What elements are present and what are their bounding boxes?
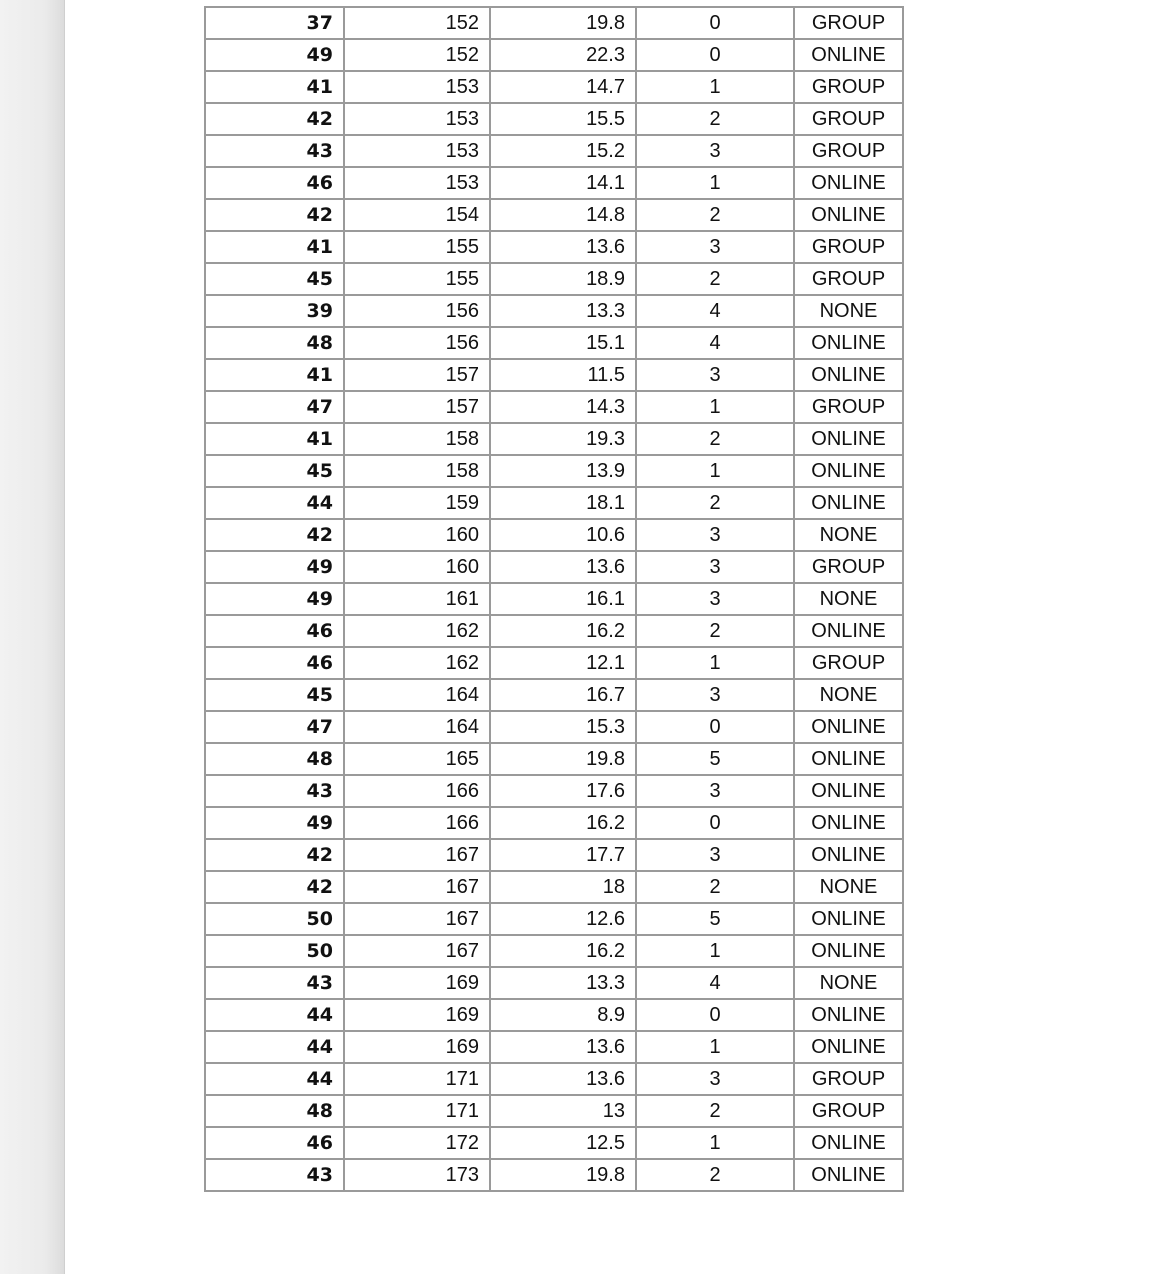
table-cell: 50	[206, 904, 345, 936]
table-cell: 14.1	[491, 168, 637, 200]
table-cell: 164	[345, 712, 491, 744]
table-cell: 169	[345, 968, 491, 1000]
table-cell: 16.2	[491, 616, 637, 648]
table-cell: 8.9	[491, 1000, 637, 1032]
table-row	[206, 1160, 904, 1192]
table-cell: 155	[345, 232, 491, 264]
table-cell: GROUP	[795, 72, 904, 104]
table-cell: 153	[345, 136, 491, 168]
table-cell: 16.2	[491, 808, 637, 840]
table-cell: 15.2	[491, 136, 637, 168]
table-cell: 3	[637, 776, 795, 808]
table-cell: ONLINE	[795, 744, 904, 776]
table-cell: 13.3	[491, 296, 637, 328]
table-cell: 1	[637, 456, 795, 488]
table-cell: 18	[491, 872, 637, 904]
table-cell: 3	[637, 680, 795, 712]
table-cell: 2	[637, 1096, 795, 1128]
table-cell: 153	[345, 104, 491, 136]
table-cell: 14.7	[491, 72, 637, 104]
left-margin-gutter	[0, 0, 65, 1274]
table-cell: 14.8	[491, 200, 637, 232]
table-row	[206, 1000, 904, 1032]
table-cell: 2	[637, 616, 795, 648]
table-cell: 1	[637, 1128, 795, 1160]
table-cell: 46	[206, 168, 345, 200]
table-row	[206, 168, 904, 200]
table-cell: 42	[206, 840, 345, 872]
table-cell: 42	[206, 872, 345, 904]
table-cell: 41	[206, 72, 345, 104]
table-cell: ONLINE	[795, 488, 904, 520]
table-row	[206, 520, 904, 552]
table-cell: ONLINE	[795, 616, 904, 648]
table-cell: 157	[345, 392, 491, 424]
table-cell: 162	[345, 648, 491, 680]
table-cell: 157	[345, 360, 491, 392]
table-cell: 44	[206, 1032, 345, 1064]
table-cell: 17.6	[491, 776, 637, 808]
table-cell: NONE	[795, 680, 904, 712]
table-cell: 2	[637, 1160, 795, 1192]
table-cell: GROUP	[795, 1096, 904, 1128]
table-cell: 13.9	[491, 456, 637, 488]
table-cell: 44	[206, 1064, 345, 1096]
table-cell: ONLINE	[795, 200, 904, 232]
table-cell: 3	[637, 552, 795, 584]
table-row	[206, 840, 904, 872]
table-cell: 47	[206, 392, 345, 424]
table-cell: 48	[206, 328, 345, 360]
table-cell: 42	[206, 200, 345, 232]
table-cell: 13.6	[491, 552, 637, 584]
table-cell: 153	[345, 72, 491, 104]
table-cell: 161	[345, 584, 491, 616]
table-cell: 16.2	[491, 936, 637, 968]
table-cell: 167	[345, 840, 491, 872]
table-cell: ONLINE	[795, 1032, 904, 1064]
table-cell: 2	[637, 264, 795, 296]
table-cell: 160	[345, 520, 491, 552]
table-cell: 166	[345, 808, 491, 840]
table-row	[206, 648, 904, 680]
table-cell: GROUP	[795, 104, 904, 136]
table-cell: 18.1	[491, 488, 637, 520]
table-cell: 15.3	[491, 712, 637, 744]
table-row	[206, 424, 904, 456]
table-cell: ONLINE	[795, 776, 904, 808]
table-body	[206, 8, 904, 1192]
table-cell: 159	[345, 488, 491, 520]
table-cell: 46	[206, 616, 345, 648]
table-row	[206, 104, 904, 136]
table-cell: 3	[637, 1064, 795, 1096]
table-cell: 17.7	[491, 840, 637, 872]
table-cell: 167	[345, 936, 491, 968]
table-cell: 3	[637, 136, 795, 168]
table-cell: GROUP	[795, 648, 904, 680]
table-cell: 155	[345, 264, 491, 296]
table-row	[206, 232, 904, 264]
table-row	[206, 1128, 904, 1160]
table-cell: 48	[206, 1096, 345, 1128]
table-row	[206, 360, 904, 392]
table-cell: 162	[345, 616, 491, 648]
table-cell: 18.9	[491, 264, 637, 296]
table-cell: 47	[206, 712, 345, 744]
table-cell: 19.8	[491, 8, 637, 40]
table-cell: 171	[345, 1096, 491, 1128]
table-cell: 3	[637, 232, 795, 264]
table-row	[206, 808, 904, 840]
table-cell: 160	[345, 552, 491, 584]
table-cell: 2	[637, 872, 795, 904]
table-cell: 3	[637, 584, 795, 616]
table-cell: 12.1	[491, 648, 637, 680]
table-cell: 49	[206, 40, 345, 72]
table-cell: 167	[345, 904, 491, 936]
table-cell: 16.1	[491, 584, 637, 616]
table-cell: 19.8	[491, 1160, 637, 1192]
table-cell: 37	[206, 8, 345, 40]
table-cell: ONLINE	[795, 168, 904, 200]
table-cell: 10.6	[491, 520, 637, 552]
table-row	[206, 40, 904, 72]
table-cell: 158	[345, 456, 491, 488]
table-cell: ONLINE	[795, 40, 904, 72]
table-cell: ONLINE	[795, 840, 904, 872]
table-cell: 22.3	[491, 40, 637, 72]
table-cell: 164	[345, 680, 491, 712]
table-cell: 3	[637, 840, 795, 872]
table-cell: ONLINE	[795, 1128, 904, 1160]
table-cell: 153	[345, 168, 491, 200]
table-row	[206, 1032, 904, 1064]
table-cell: 19.3	[491, 424, 637, 456]
table-cell: 45	[206, 264, 345, 296]
table-cell: 1	[637, 392, 795, 424]
table-cell: GROUP	[795, 136, 904, 168]
table-row	[206, 488, 904, 520]
table-cell: 171	[345, 1064, 491, 1096]
table-row	[206, 616, 904, 648]
table-row	[206, 584, 904, 616]
table-cell: 13.6	[491, 232, 637, 264]
table-cell: 152	[345, 8, 491, 40]
table-cell: ONLINE	[795, 1160, 904, 1192]
table-cell: 41	[206, 232, 345, 264]
table-cell: GROUP	[795, 264, 904, 296]
table-cell: 5	[637, 744, 795, 776]
table-cell: NONE	[795, 520, 904, 552]
table-cell: 172	[345, 1128, 491, 1160]
table-row	[206, 136, 904, 168]
table-row	[206, 392, 904, 424]
table-cell: 49	[206, 552, 345, 584]
table-cell: 48	[206, 744, 345, 776]
table-cell: NONE	[795, 584, 904, 616]
table-cell: 1	[637, 936, 795, 968]
table-cell: 49	[206, 808, 345, 840]
table-row	[206, 8, 904, 40]
table-row	[206, 72, 904, 104]
table-row	[206, 744, 904, 776]
table-cell: 158	[345, 424, 491, 456]
table-cell: ONLINE	[795, 712, 904, 744]
table-cell: 166	[345, 776, 491, 808]
table-cell: 43	[206, 968, 345, 1000]
table-cell: 43	[206, 136, 345, 168]
table-cell: 167	[345, 872, 491, 904]
table-cell: 152	[345, 40, 491, 72]
table-row	[206, 456, 904, 488]
table-cell: 43	[206, 1160, 345, 1192]
table-cell: 39	[206, 296, 345, 328]
table-cell: GROUP	[795, 8, 904, 40]
table-cell: 2	[637, 488, 795, 520]
table-cell: 42	[206, 104, 345, 136]
table-cell: 13.3	[491, 968, 637, 1000]
table-cell: 50	[206, 936, 345, 968]
table-cell: 169	[345, 1000, 491, 1032]
table-cell: 2	[637, 424, 795, 456]
table-row	[206, 904, 904, 936]
table-cell: 14.3	[491, 392, 637, 424]
table-cell: ONLINE	[795, 808, 904, 840]
table-row	[206, 712, 904, 744]
table-cell: GROUP	[795, 1064, 904, 1096]
table-cell: 0	[637, 808, 795, 840]
table-cell: NONE	[795, 872, 904, 904]
table-cell: NONE	[795, 968, 904, 1000]
table-cell: 46	[206, 1128, 345, 1160]
table-row	[206, 296, 904, 328]
table-cell: 173	[345, 1160, 491, 1192]
table-row	[206, 328, 904, 360]
table-cell: 3	[637, 520, 795, 552]
table-row	[206, 1096, 904, 1128]
table-cell: 156	[345, 328, 491, 360]
table-cell: ONLINE	[795, 456, 904, 488]
table-cell: GROUP	[795, 552, 904, 584]
table-cell: GROUP	[795, 392, 904, 424]
table-cell: 11.5	[491, 360, 637, 392]
table-cell: 4	[637, 328, 795, 360]
table-cell: 49	[206, 584, 345, 616]
table-cell: 0	[637, 40, 795, 72]
table-cell: 1	[637, 1032, 795, 1064]
table-cell: 45	[206, 680, 345, 712]
table-cell: ONLINE	[795, 1000, 904, 1032]
table-cell: 19.8	[491, 744, 637, 776]
table-cell: 2	[637, 200, 795, 232]
table-row	[206, 680, 904, 712]
table-cell: 41	[206, 360, 345, 392]
table-cell: 15.5	[491, 104, 637, 136]
table-cell: ONLINE	[795, 328, 904, 360]
table-row	[206, 264, 904, 296]
table-row	[206, 200, 904, 232]
table-cell: 0	[637, 8, 795, 40]
table-cell: 4	[637, 968, 795, 1000]
table-cell: 13	[491, 1096, 637, 1128]
table-cell: 3	[637, 360, 795, 392]
table-cell: ONLINE	[795, 936, 904, 968]
table-cell: 165	[345, 744, 491, 776]
table-cell: 12.5	[491, 1128, 637, 1160]
table-cell: ONLINE	[795, 424, 904, 456]
table-row	[206, 872, 904, 904]
table-cell: 46	[206, 648, 345, 680]
table-cell: ONLINE	[795, 904, 904, 936]
table-row	[206, 776, 904, 808]
table-cell: 169	[345, 1032, 491, 1064]
table-cell: 0	[637, 1000, 795, 1032]
table-cell: 41	[206, 424, 345, 456]
table-cell: 1	[637, 168, 795, 200]
data-table	[204, 6, 904, 1192]
table-cell: 16.7	[491, 680, 637, 712]
table-cell: 2	[637, 104, 795, 136]
table-cell: 4	[637, 296, 795, 328]
table-cell: ONLINE	[795, 360, 904, 392]
table-cell: 44	[206, 488, 345, 520]
table-row	[206, 1064, 904, 1096]
table-cell: NONE	[795, 296, 904, 328]
table-cell: 13.6	[491, 1064, 637, 1096]
table-cell: 15.1	[491, 328, 637, 360]
table-row	[206, 552, 904, 584]
table-cell: 45	[206, 456, 345, 488]
table-cell: 43	[206, 776, 345, 808]
table-row	[206, 968, 904, 1000]
table-cell: 1	[637, 648, 795, 680]
table-cell: GROUP	[795, 232, 904, 264]
table-cell: 156	[345, 296, 491, 328]
table-cell: 0	[637, 712, 795, 744]
table-cell: 44	[206, 1000, 345, 1032]
table-cell: 12.6	[491, 904, 637, 936]
table-cell: 42	[206, 520, 345, 552]
table-cell: 13.6	[491, 1032, 637, 1064]
table-cell: 154	[345, 200, 491, 232]
table-cell: 5	[637, 904, 795, 936]
table-cell: 1	[637, 72, 795, 104]
table-row	[206, 936, 904, 968]
